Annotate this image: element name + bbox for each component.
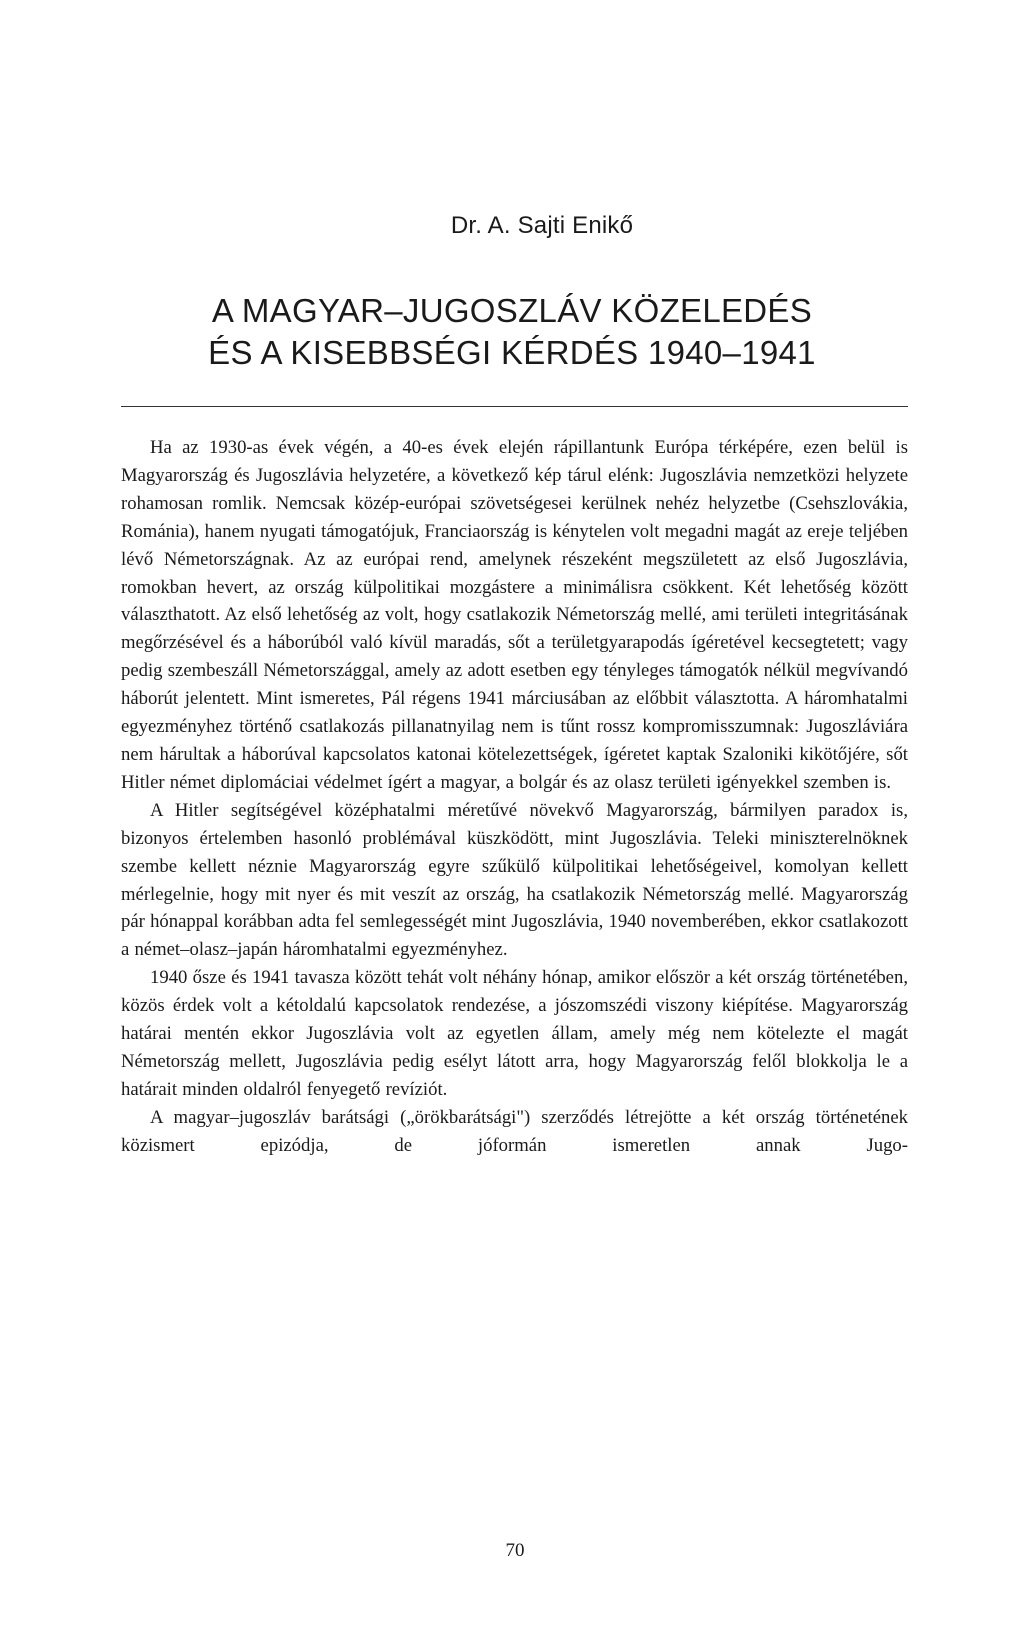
- title-line-2: ÉS A KISEBBSÉGI KÉRDÉS 1940–1941: [208, 334, 816, 371]
- article-body: [121, 434, 908, 1160]
- title-divider-rule: [121, 406, 908, 407]
- title-line-1: A MAGYAR–JUGOSZLÁV KÖZELEDÉS: [211, 292, 813, 329]
- author-name: Dr. A. Sajti Enikő: [450, 212, 634, 239]
- paragraph-3: 1940 ősze és 1941 tavasza között tehát volt néhány hónap, amikor először a két ország történetében, közös érdek volt a kétoldalú kapcsolatok rendezése, a jószomszédi viszony kiépítése. Magyarország határai mentén ekkor Jugoszlávia volt az egyetlen állam, amely még nem kötelezte el magát Németország mellett, Jugoszlávia pedig esélyt látott arra, hogy Magyarország felől blokkolja le a határait minden oldalról fenyegető revíziót.: [121, 967, 908, 1100]
- paragraph-2: A Hitler segítségével középhatalmi méretűvé növekvő Magyarország, bármilyen paradox is, bizonyos értelemben hasonló problémával küszködött, mint Jugoszlávia. Teleki miniszterelnöknek szembe kellett néznie Magyarország egyre szűkülő külpolitikai lehetőségeivel, komolyan kellett mérlegelnie, hogy mit nyer és mit veszít az ország, ha csatlakozik Németország mellé. Magyarország pár hónappal korábban adta fel semlegességét mint Jugoszlávia, 1940 novemberében, ekkor csatlakozott a német–olasz–japán háromhatalmi egyezményhez.: [121, 799, 908, 961]
- article-title: [0, 290, 1024, 374]
- paragraph-4: A magyar–jugoszláv barátsági („örökbarátsági") szerződés létrejötte a két ország történetének közismert epizódja, de jóformán ismeretlen annak Jugo-: [121, 1106, 908, 1156]
- page-number: 70: [505, 1540, 525, 1561]
- paragraph-1: Ha az 1930-as évek végén, a 40-es évek elején rápillantunk Európa térképére, ezen belül is Magyarország és Jugoszlávia helyzetére, a következő kép tárul elénk: Jugoszlávia nemzetközi helyzete rohamosan romlik. Nemcsak közép-európai szövetségesei kerülnek nehéz helyzetbe (Csehszlovákia, Románia), hanem nyugati támogatójuk, Franciaország is kénytelen volt megadni magát az ereje teljében lévő Németországnak. Az az európai rend, amelynek részeként megszületett az első Jugoszlávia, romokban hevert, az ország külpolitikai mozgástere a minimálisra csökkent. Két lehetőség között választhatott. Az első lehetőség az volt, hogy csatlakozik Németország mellé, ami területi integritásának megőrzésével és a háborúból való kívül maradás, sőt a területgyarapodás ígéretével kecsegtetett; vagy pedig szembeszáll Németországgal, amely az adott esetben egy tényleges támogatók nélkül megvívandó háborút jelentett. Mint ismeretes, Pál régens 1941 márciusában az előbbit választotta. A háromhatalmi egyezményhez történő csatlakozás pillanatnyilag nem is tűnt rossz kompromisszumnak: Jugoszláviára nem hárultak a háborúval kapcsolatos katonai kötelezettségek, ígéretet kaptak Szaloniki kikötőjére, sőt Hitler német diplomáciai védelmet ígért a magyar, a bolgár és az olasz területi igényekkel szemben is.: [121, 437, 908, 793]
